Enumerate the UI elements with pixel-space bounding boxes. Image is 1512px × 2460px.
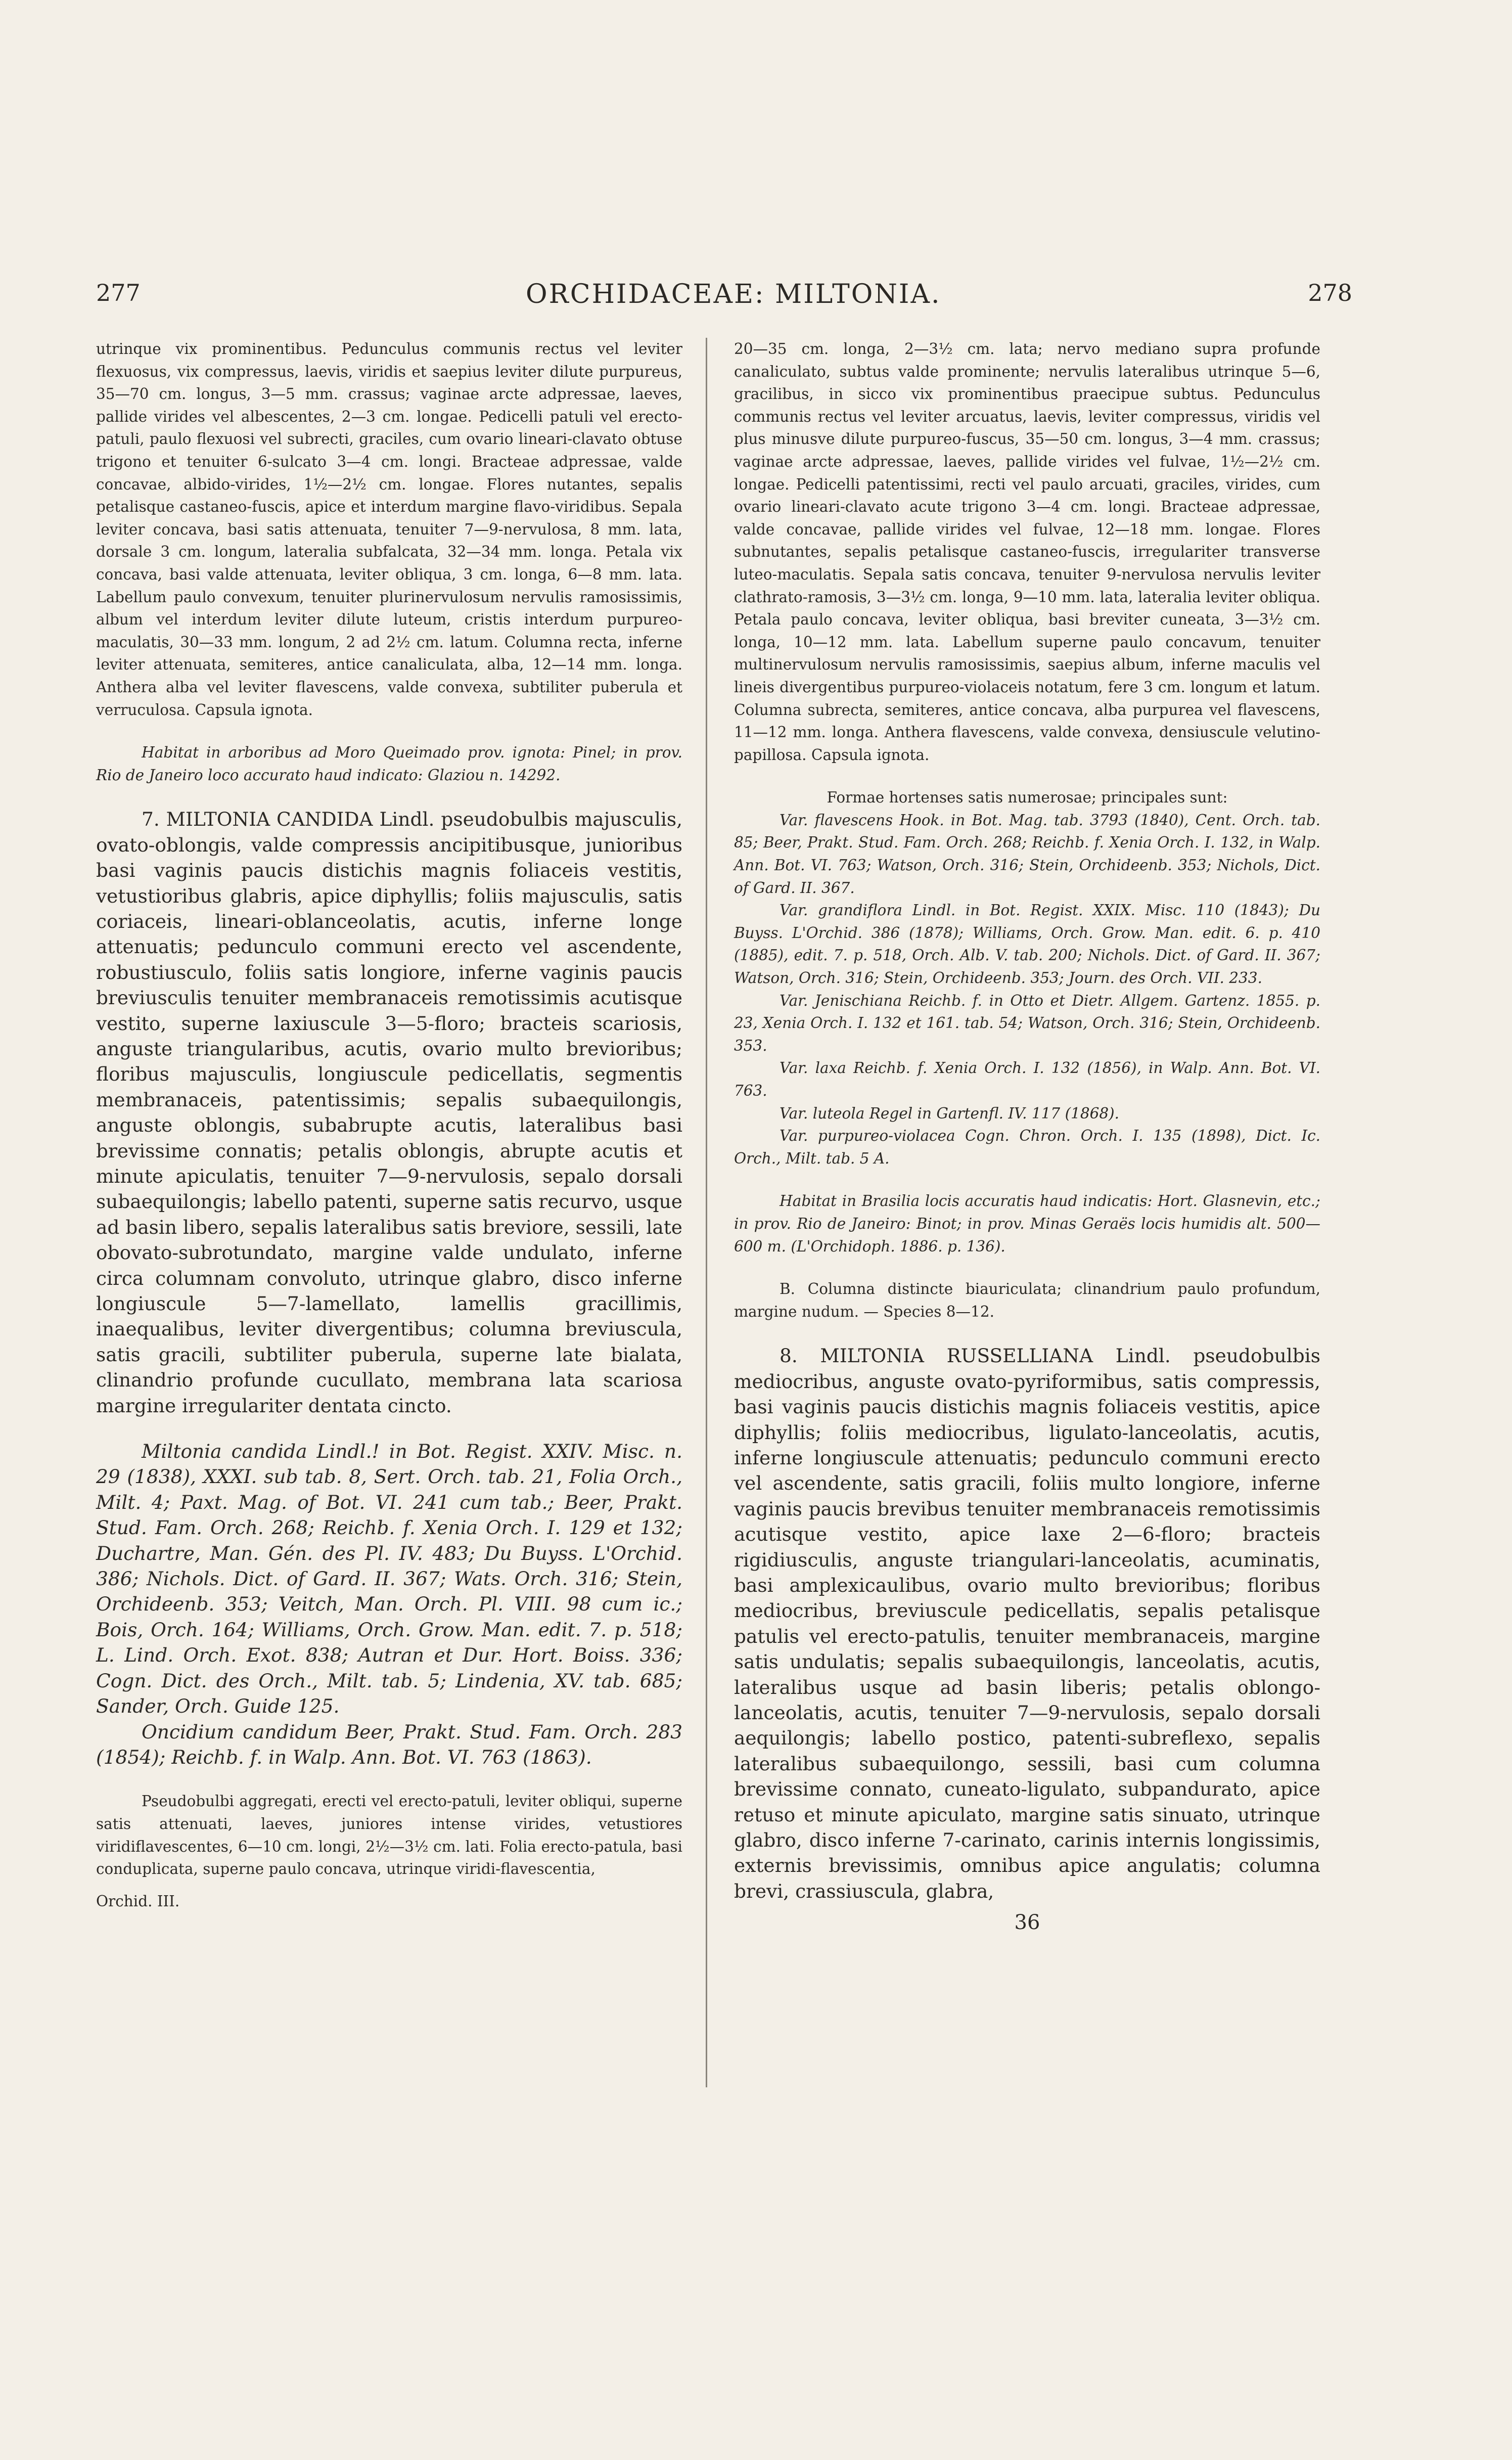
variety-grandiflora: Var. grandiflora Lindl. in Bot. Regist. XXIX. Misc. 110 (1843); Du Buyss. L'Orchid. 386 (1878); Williams, Orch. Grow. Man. edit. 6. p. 410 (1885), edit. 7. p. 518, Orch. Alb. V. tab. 200; Nichols. Dict. of Gard. II. 367; Watson, Orch. 316; Stein, Orchideenb. 353; Journ. des Orch. VII. 233. xyxy=(734,902,1320,987)
signature-footer: Orchid. III. xyxy=(96,1892,180,1910)
variety-luteola: Var. luteola Regel in Gartenfl. IV. 117 (1868). xyxy=(780,1104,1120,1122)
habitat-paragraph: Habitat in arboribus ad Moro Queimado prov. ignota: Pinel; in prov. Rio de Janeiro loco accurato haud indicato: Glaziou n. 14292. xyxy=(96,744,682,784)
left-column xyxy=(96,338,682,1910)
species-7-description: Pseudobulbi aggregati, erecti vel erecto-patuli, leviter obliqui, superne satis attenuati, laeves, juniores intense virides, vetustiores viridiflavescentes, 6—10 cm. longi, 2½—3½ cm. lati. Folia erecto-patula, basi conduplicata, superne paulo concava, utrinque viridi-flavescentia, xyxy=(96,1793,682,1878)
formae-intro: Formae hortenses satis numerosae; principales sunt: xyxy=(827,789,1228,807)
habitat-paragraph-right: Habitat in Brasilia locis accuratis haud indicatis: Hort. Glasnevin, etc.; in prov. Rio de Janeiro: Binot; in prov. Minas Geraës locis humidis alt. 500—600 m. (L'Orchidoph. 1886. p. 136). xyxy=(734,1192,1320,1255)
right-column xyxy=(734,338,1320,1934)
section-b-heading: B. Columna distincte biauriculata; clinandrium paulo profundum, margine nudum. — Species 8—12. xyxy=(734,1280,1320,1320)
variety-laxa: Var. laxa Reichb. f. Xenia Orch. I. 132 (1856), in Walp. Ann. Bot. VI. 763. xyxy=(734,1059,1320,1099)
variety-jenischiana: Var. Jenischiana Reichb. f. in Otto et Dietr. Allgem. Gartenz. 1855. p. 23, Xenia Orch. I. 132 et 161. tab. 54; Watson, Orch. 316; Stein, Orchideenb. 353. xyxy=(734,992,1320,1054)
variety-purpureo-violacea: Var. purpureo-violacea Cogn. Chron. Orch. I. 135 (1898), Dict. Ic. Orch., Milt. tab. 5 A. xyxy=(734,1127,1320,1167)
description-continuation-right: 20—35 cm. longa, 2—3½ cm. lata; nervo mediano supra profunde canaliculato, subtus valde prominente; nervulis lateralibus utrinque 5—6, gracilibus, in sicco vix prominentibus praecipue subtus. Pedunculus communis rectus vel leviter arcuatus, laevis, leviter compressus, viridis vel plus minusve dilute purpureo-fuscus, 35—50 cm. longus, 3—4 mm. crassus; vaginae arcte adpressae, laeves, pallide virides vel fulvae, 1½—2½ cm. longae. Pedicelli patentissimi, recti vel paulo arcuati, graciles, virides, cum ovario lineari-clavato acute trigono 3—4 cm. longi. Bracteae adpressae, valde concavae, pallide virides vel fulvae, 12—18 mm. longae. Flores subnutantes, sepalis petalisque castaneo-fuscis, irregulariter transverse luteo-maculatis. Sepala satis concava, tenuiter 9-nervulosa nervulis leviter clathrato-ramosis, 3—3½ cm. longa, 9—10 mm. lata, lateralia leviter obliqua. Petala paulo concava, leviter obliqua, basi breviter cuneata, 3—3½ cm. longa, 10—12 mm. lata. Labellum superne paulo concavum, tenuiter multinervulosum nervulis ramosissimis, saepius album, inferne maculis vel lineis divergentibus purpureo-violaceis notatum, fere 3 cm. longum et latum. Columna subrecta, semiteres, antice concava, alba purpurea vel flavescens, 11—12 mm. longa. Anthera flavescens, valde convexa, densiuscule velutino-papillosa. Capsula ignota. xyxy=(734,340,1320,764)
page-header xyxy=(0,279,1512,320)
species-8-diagnosis: 8. MILTONIA RUSSELLIANA Lindl. pseudobulbis mediocribus, anguste ovato-pyriformibus, satis compressis, basi vaginis paucis distichis magnis foliaceis vestitis, apice diphyllis; foliis mediocribus, ligulato-lanceolatis, acutis, inferne longiuscule attenuatis; pedunculo communi erecto vel ascendente, satis gracili, foliis multo longiore, inferne vaginis paucis brevibus tenuiter membranaceis remotissimis acutisque vestito, apice laxe 2—6-floro; bracteis rigidiusculis, anguste triangulari-lanceolatis, acuminatis, basi amplexicaulibus, ovario multo brevioribus; floribus mediocribus, breviuscule pedicellatis, sepalis petalisque patulis vel erecto-patulis, tenuiter membranaceis, margine satis undulatis; sepalis subaequilongis, lanceolatis, acutis, lateralibus usque ad basin liberis; petalis oblongo-lanceolatis, acutis, tenuiter 7—9-nervulosis, sepalo dorsali aequilongis; labello postico, patenti-subreflexo, sepalis lateralibus subaequilongo, sessili, basi cum columna brevissime connato, cuneato-ligulato, subpandurato, apice retuso et minute apiculato, margine satis sinuato, utrinque glabro, disco inferne 7-carinato, carinis internis longissimis, externis brevissimis, omnibus apice angulatis; columna brevi, crassiuscula, glabra, xyxy=(734,1345,1320,1902)
variety-flavescens: Var. flavescens Hook. in Bot. Mag. tab. 3793 (1840), Cent. Orch. tab. 85; Beer, Prakt. Stud. Fam. Orch. 268; Reichb. f. Xenia Orch. I. 132, in Walp. Ann. Bot. VI. 763; Watson, Orch. 316; Stein, Orchideenb. 353; Nichols, Dict. of Gard. II. 367. xyxy=(734,811,1320,897)
description-continuation: utrinque vix prominentibus. Pedunculus communis rectus vel leviter flexuosus, vix compressus, laevis, viridis et saepius leviter dilute purpureus, 35—70 cm. longus, 3—5 mm. crassus; vaginae arcte adpressae, laeves, pallide virides vel albescentes, 2—3 cm. longae. Pedicelli patuli vel erecto-patuli, paulo flexuosi vel subrecti, graciles, cum ovario lineari-clavato obtuse trigono et tenuiter 6-sulcato 3—4 cm. longi. Bracteae adpressae, valde concavae, albido-virides, 1½—2½ cm. longae. Flores nutantes, sepalis petalisque castaneo-fuscis, apice et interdum margine flavo-viridibus. Sepala leviter concava, basi satis attenuata, tenuiter 7—9-nervulosa, 8 mm. lata, dorsale 3 cm. longum, lateralia subfalcata, 32—34 mm. longa. Petala vix concava, basi valde attenuata, leviter obliqua, 3 cm. longa, 6—8 mm. lata. Labellum paulo convexum, tenuiter plurinervulosum nervulis ramosissimis, album vel interdum leviter dilute luteum, cristis interdum purpureo-maculatis, 30—33 mm. longum, 2 ad 2½ cm. latum. Columna recta, inferne leviter attenuata, semiteres, antice canaliculata, alba, 12—14 mm. longa. Anthera alba vel leviter flavescens, valde convexa, subtiliter puberula et verruculosa. Capsula ignota. xyxy=(96,340,682,719)
running-title: ORCHIDACEAE: MILTONIA. xyxy=(526,279,941,309)
species-7-synonymy: Miltonia candida Lindl.! in Bot. Regist. XXIV. Misc. n. 29 (1838), XXXI. sub tab. 8, Sert. Orch. tab. 21, Folia Orch., Milt. 4; Paxt. Mag. of Bot. VI. 241 cum tab.; Beer, Prakt. Stud. Fam. Orch. 268; Reichb. f. Xenia Orch. I. 129 et 132; Duchartre, Man. Gén. des Pl. IV. 483; Du Buyss. L'Orchid. 386; Nichols. Dict. of Gard. II. 367; Wats. Orch. 316; Stein, Orchideenb. 353; Veitch, Man. Orch. Pl. VIII. 98 cum ic.; Bois, Orch. 164; Williams, Orch. Grow. Man. edit. 7. p. 518; L. Lind. Orch. Exot. 838; Autran et Dur. Hort. Boiss. 336; Cogn. Dict. des Orch., Milt. tab. 5; Lindenia, XV. tab. 685; Sander, Orch. Guide 125. xyxy=(96,1440,682,1718)
sheet-signature: 36 xyxy=(1014,1911,1040,1935)
species-7-synonymy-oncidium: Oncidium candidum Beer, Prakt. Stud. Fam. Orch. 283 (1854); Reichb. f. in Walp. Ann. Bot. VI. 763 (1863). xyxy=(96,1720,682,1768)
left-page-number: 277 xyxy=(96,279,141,306)
species-7-diagnosis: 7. MILTONIA CANDIDA Lindl. pseudobulbis majusculis, ovato-oblongis, valde compressis ancipitibusque, junioribus basi vaginis paucis distichis magnis foliaceis vestitis, vetustioribus glabris, apice diphyllis; foliis majusculis, satis coriaceis, lineari-oblanceolatis, acutis, inferne longe attenuatis; pedunculo communi erecto vel ascendente, robustiusculo, foliis satis longiore, inferne vaginis paucis breviusculis tenuiter membranaceis remotissimis acutisque vestito, superne laxiuscule 3—5-floro; bracteis scariosis, anguste triangularibus, acutis, ovario multo brevioribus; floribus majusculis, longiuscule pedicellatis, segmentis membranaceis, patentissimis; sepalis subaequilongis, anguste oblongis, subabrupte acutis, lateralibus basi brevissime connatis; petalis oblongis, abrupte acutis et minute apiculatis, tenuiter 7—9-nervulosis, sepalo dorsali subaequilongis; labello patenti, superne satis recurvo, usque ad basin libero, sepalis lateralibus satis breviore, sessili, late obovato-subrotundato, margine valde undulato, inferne circa columnam convoluto, utrinque glabro, disco inferne longiuscule 5—7-lamellato, lamellis gracillimis, inaequalibus, leviter divergentibus; columna breviuscula, satis gracili, subtiliter puberula, superne late bialata, clinandrio profunde cucullato, membrana lata scariosa margine irregulariter dentata cincto. xyxy=(96,808,682,1417)
column-divider xyxy=(706,338,707,2087)
right-page-number: 278 xyxy=(1308,279,1352,306)
